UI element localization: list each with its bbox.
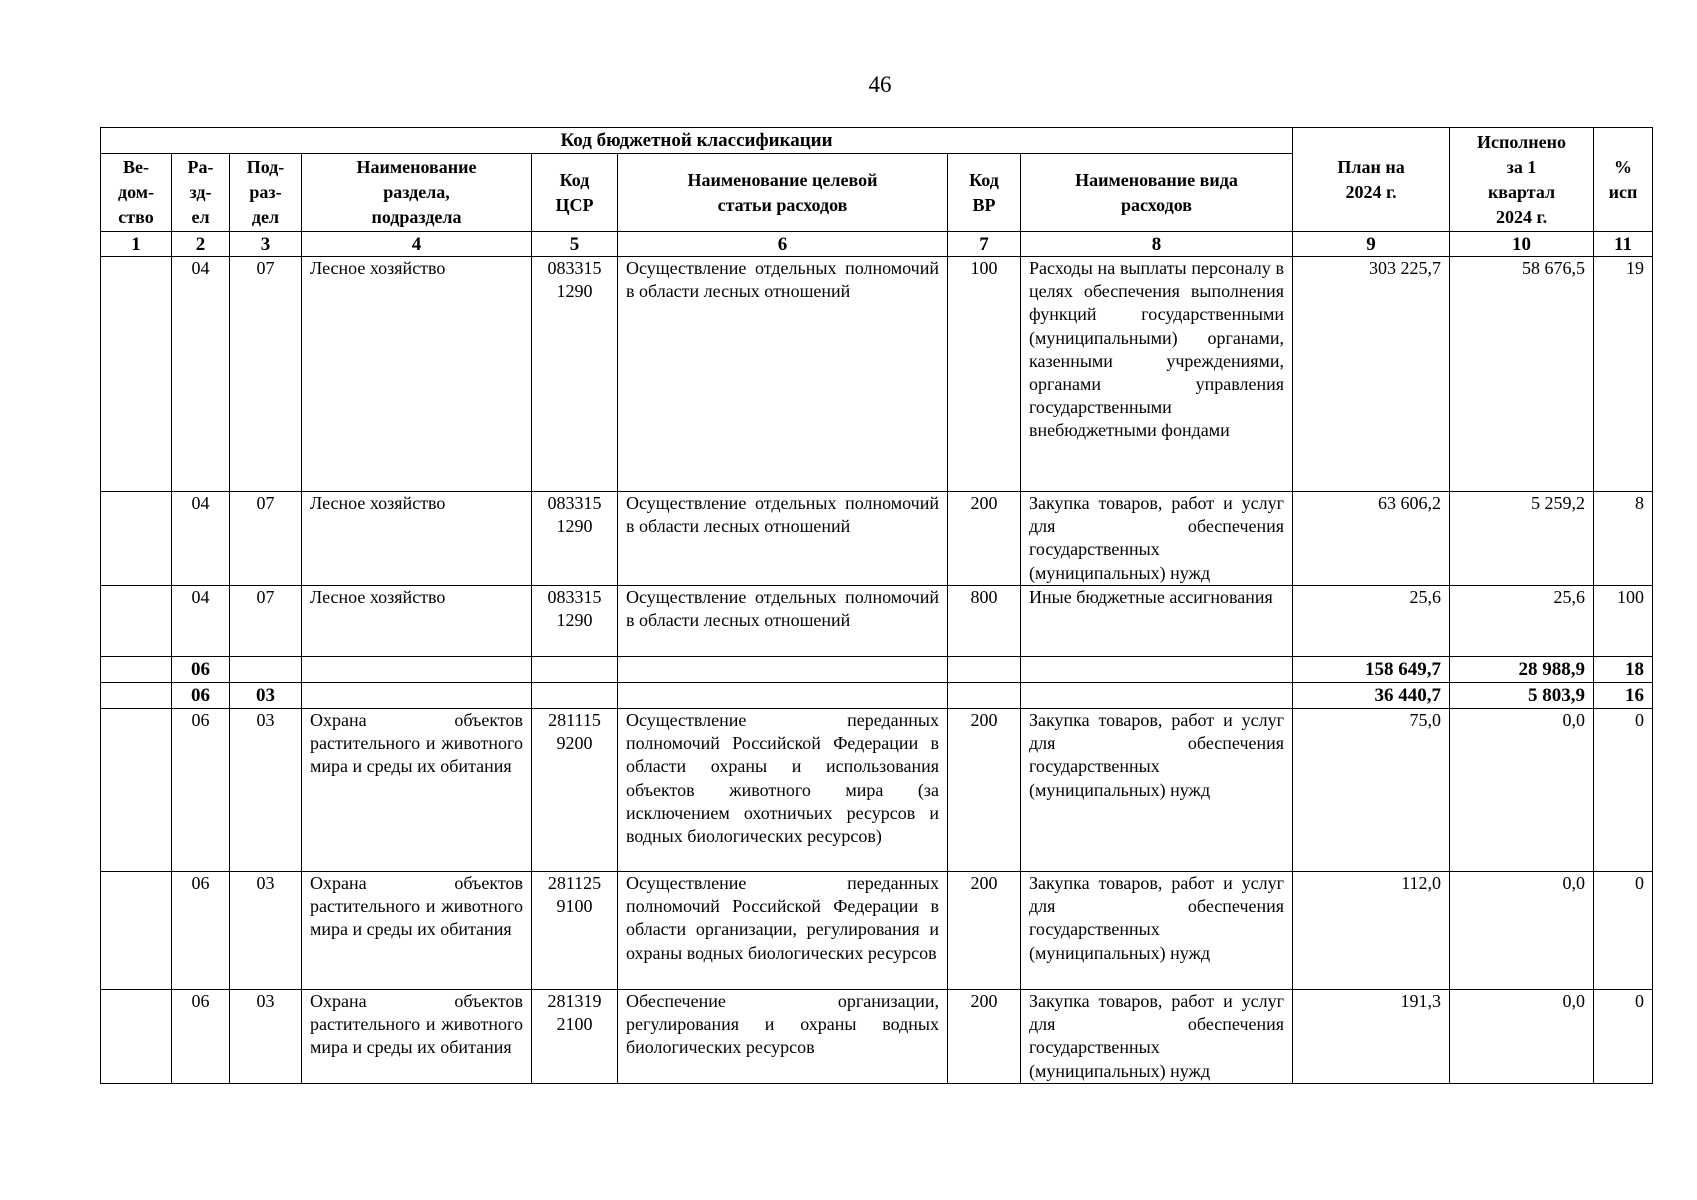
- cell-section-name: Лесное хозяйство: [302, 257, 532, 492]
- cell-razdel: 06: [172, 872, 230, 990]
- cell-vr: [948, 657, 1021, 683]
- cell-kind-name: [1021, 657, 1293, 683]
- cell-section-name: Лесное хозяйство: [302, 492, 532, 586]
- column-number: 10: [1450, 232, 1594, 257]
- table-row: [101, 586, 1653, 657]
- cell-section-name: Охрана объектов растительного и животного мира и среды их обитания: [302, 872, 532, 990]
- cell-plan: 25,6: [1293, 586, 1450, 657]
- cell-csr: 083315 1290: [532, 257, 618, 492]
- column-number: 8: [1021, 232, 1293, 257]
- cell-pct: 100: [1594, 586, 1653, 657]
- cell-plan: 158 649,7: [1293, 657, 1450, 683]
- cell-podrazdel: 07: [230, 257, 302, 492]
- cell-razdel: 04: [172, 492, 230, 586]
- cell-pct: 16: [1594, 683, 1653, 709]
- cell-vedomstvo: [101, 709, 172, 872]
- page-number: 46: [868, 72, 892, 97]
- cell-vr: [948, 683, 1021, 709]
- cell-pct: 18: [1594, 657, 1653, 683]
- column-number: 2: [172, 232, 230, 257]
- cell-plan: 75,0: [1293, 709, 1450, 872]
- cell-target-name: Осуществление переданных полномочий Российской Федерации в области организации, регулирования и охраны водных биологических ресурсов: [618, 872, 948, 990]
- cell-kind-name: Закупка товаров, работ и услуг для обеспечения государственных (муниципальных) нужд: [1021, 492, 1293, 586]
- cell-vr: 800: [948, 586, 1021, 657]
- table-row: [101, 872, 1653, 990]
- column-number: 7: [948, 232, 1021, 257]
- cell-target-name: Осуществление отдельных полномочий в области лесных отношений: [618, 586, 948, 657]
- col-header-vr: Код ВР: [948, 154, 1021, 232]
- col-header-pct: % исп: [1594, 128, 1653, 232]
- cell-vedomstvo: [101, 492, 172, 586]
- cell-done: 0,0: [1450, 709, 1594, 872]
- cell-razdel: 04: [172, 257, 230, 492]
- cell-target-name: Осуществление отдельных полномочий в области лесных отношений: [618, 257, 948, 492]
- column-number: 4: [302, 232, 532, 257]
- cell-vedomstvo: [101, 990, 172, 1084]
- cell-section-name: Лесное хозяйство: [302, 586, 532, 657]
- cell-csr: 083315 1290: [532, 586, 618, 657]
- table-total-row: [101, 657, 1653, 683]
- cell-podrazdel: 03: [230, 683, 302, 709]
- column-number: 5: [532, 232, 618, 257]
- col-header-section-name: Наименование раздела, подраздела: [302, 154, 532, 232]
- cell-target-name: [618, 683, 948, 709]
- cell-pct: 0: [1594, 709, 1653, 872]
- column-number: 1: [101, 232, 172, 257]
- table-row: [101, 257, 1653, 492]
- cell-pct: 0: [1594, 872, 1653, 990]
- cell-csr: [532, 683, 618, 709]
- cell-podrazdel: 03: [230, 990, 302, 1084]
- cell-plan: 303 225,7: [1293, 257, 1450, 492]
- cell-target-name: [618, 657, 948, 683]
- cell-csr: 281115 9200: [532, 709, 618, 872]
- column-number: 9: [1293, 232, 1450, 257]
- cell-csr: 281319 2100: [532, 990, 618, 1084]
- col-header-csr: Код ЦСР: [532, 154, 618, 232]
- cell-csr: 281125 9100: [532, 872, 618, 990]
- cell-razdel: 06: [172, 657, 230, 683]
- col-header-plan: План на 2024 г.: [1293, 128, 1450, 232]
- cell-done: 58 676,5: [1450, 257, 1594, 492]
- column-number: 3: [230, 232, 302, 257]
- cell-pct: 0: [1594, 990, 1653, 1084]
- cell-podrazdel: [230, 657, 302, 683]
- table-total-row: [101, 683, 1653, 709]
- cell-section-name: Охрана объектов растительного и животного мира и среды их обитания: [302, 709, 532, 872]
- cell-vedomstvo: [101, 257, 172, 492]
- col-header-target-name: Наименование целевой статьи расходов: [618, 154, 948, 232]
- column-numbers-row: [101, 232, 1653, 257]
- budget-classification-header: Код бюджетной классификации: [101, 128, 1293, 154]
- cell-razdel: 06: [172, 709, 230, 872]
- cell-section-name: Охрана объектов растительного и животного мира и среды их обитания: [302, 990, 532, 1084]
- cell-target-name: Осуществление переданных полномочий Российской Федерации в области охраны и использования объектов животного мира (за исключением охотничьих ресурсов и водных биологических ресурсов): [618, 709, 948, 872]
- cell-pct: 19: [1594, 257, 1653, 492]
- cell-kind-name: Закупка товаров, работ и услуг для обеспечения государственных (муниципальных) нужд: [1021, 872, 1293, 990]
- cell-vedomstvo: [101, 872, 172, 990]
- cell-plan: 36 440,7: [1293, 683, 1450, 709]
- cell-done: 0,0: [1450, 872, 1594, 990]
- cell-section-name: [302, 683, 532, 709]
- cell-done: 28 988,9: [1450, 657, 1594, 683]
- cell-kind-name: Закупка товаров, работ и услуг для обеспечения государственных (муниципальных) нужд: [1021, 990, 1293, 1084]
- cell-kind-name: Закупка товаров, работ и услуг для обеспечения государственных (муниципальных) нужд: [1021, 709, 1293, 872]
- cell-podrazdel: 07: [230, 492, 302, 586]
- cell-vr: 200: [948, 990, 1021, 1084]
- cell-razdel: 06: [172, 683, 230, 709]
- cell-podrazdel: 07: [230, 586, 302, 657]
- col-header-razdel: Ра- зд- ел: [172, 154, 230, 232]
- cell-vr: 200: [948, 872, 1021, 990]
- cell-plan: 191,3: [1293, 990, 1450, 1084]
- budget-execution-table: [100, 127, 1653, 1084]
- cell-vr: 200: [948, 492, 1021, 586]
- cell-done: 5 259,2: [1450, 492, 1594, 586]
- cell-vedomstvo: [101, 683, 172, 709]
- cell-vr: 200: [948, 709, 1021, 872]
- col-header-podrazdel: Под- раз- дел: [230, 154, 302, 232]
- column-number: 6: [618, 232, 948, 257]
- table-row: [101, 492, 1653, 586]
- table-row: [101, 990, 1653, 1084]
- cell-podrazdel: 03: [230, 872, 302, 990]
- cell-csr: [532, 657, 618, 683]
- col-header-done: Исполнено за 1 квартал 2024 г.: [1450, 128, 1594, 232]
- table-row: [101, 709, 1653, 872]
- col-header-kind-name: Наименование вида расходов: [1021, 154, 1293, 232]
- cell-kind-name: Расходы на выплаты персоналу в целях обеспечения выполнения функций государственными (муниципальными) органами, казенными учреждениями, органами управления государственными внебюджетными фондами: [1021, 257, 1293, 492]
- cell-csr: 083315 1290: [532, 492, 618, 586]
- cell-pct: 8: [1594, 492, 1653, 586]
- cell-target-name: Осуществление отдельных полномочий в области лесных отношений: [618, 492, 948, 586]
- cell-vr: 100: [948, 257, 1021, 492]
- cell-razdel: 04: [172, 586, 230, 657]
- cell-kind-name: Иные бюджетные ассигнования: [1021, 586, 1293, 657]
- cell-section-name: [302, 657, 532, 683]
- cell-done: 25,6: [1450, 586, 1594, 657]
- cell-vedomstvo: [101, 657, 172, 683]
- cell-done: 0,0: [1450, 990, 1594, 1084]
- cell-kind-name: [1021, 683, 1293, 709]
- cell-plan: 112,0: [1293, 872, 1450, 990]
- cell-vedomstvo: [101, 586, 172, 657]
- column-number: 11: [1594, 232, 1653, 257]
- cell-podrazdel: 03: [230, 709, 302, 872]
- cell-target-name: Обеспечение организации, регулирования и охраны водных биологических ресурсов: [618, 990, 948, 1084]
- cell-razdel: 06: [172, 990, 230, 1084]
- cell-plan: 63 606,2: [1293, 492, 1450, 586]
- cell-done: 5 803,9: [1450, 683, 1594, 709]
- col-header-vedomstvo: Ве- дом- ство: [101, 154, 172, 232]
